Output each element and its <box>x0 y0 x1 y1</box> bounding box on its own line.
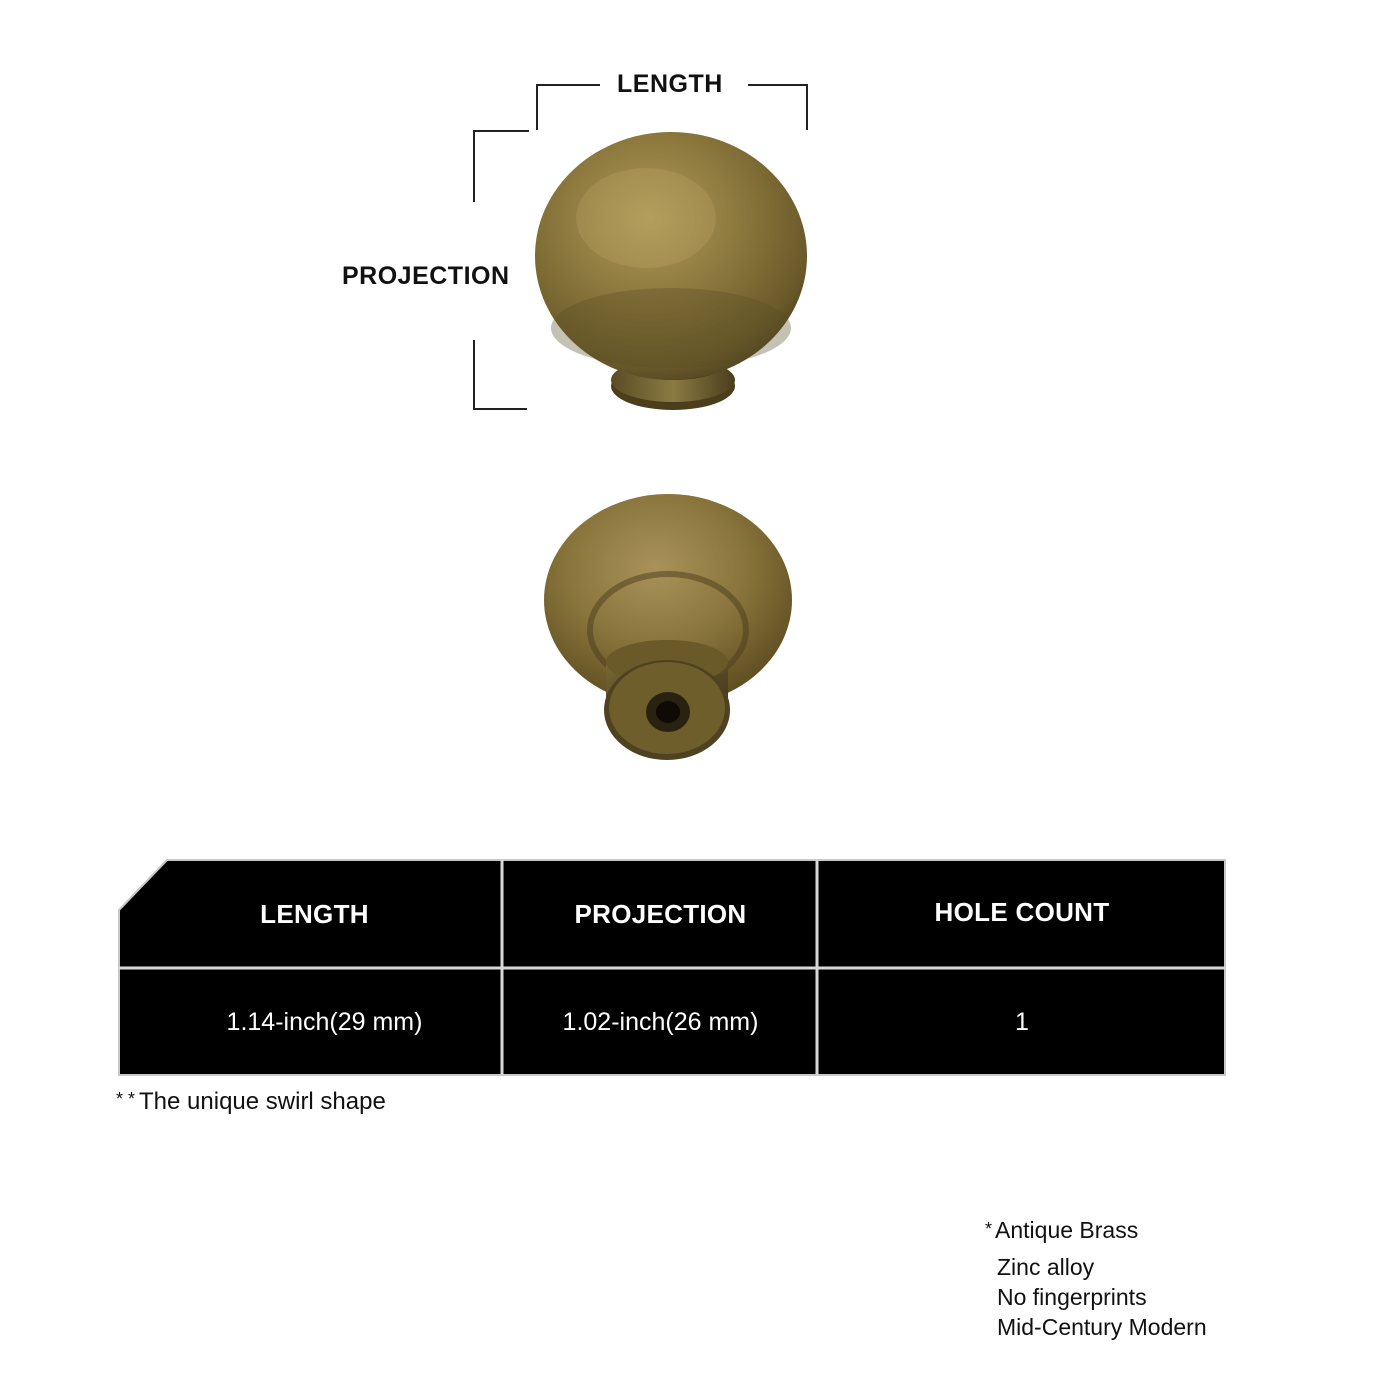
note-text: The unique swirl shape <box>139 1088 386 1115</box>
feature-material: Zinc alloy <box>997 1254 1095 1280</box>
value-length: 1.14-inch(29 mm) <box>226 1008 423 1036</box>
swirl-note <box>116 1088 386 1116</box>
feature-item <box>985 1282 1207 1312</box>
projection-label: PROJECTION <box>342 262 510 290</box>
header-hole-count: HOLE COUNT <box>934 896 1110 927</box>
length-bracket-left <box>536 84 600 130</box>
brass-knob-front-view-icon <box>528 128 818 418</box>
projection-bracket-bottom <box>473 340 527 410</box>
feature-item <box>985 1252 1207 1282</box>
brass-knob-back-view-icon <box>540 490 800 765</box>
length-bracket-right <box>748 84 808 130</box>
projection-bracket-top <box>473 130 529 202</box>
spec-table <box>117 858 1227 1077</box>
length-label: LENGTH <box>617 70 723 98</box>
value-hole-count: 1 <box>1015 1008 1029 1036</box>
feature-finish: Antique Brass <box>995 1217 1139 1243</box>
feature-marker: * <box>985 1219 993 1239</box>
feature-item <box>985 1214 1207 1245</box>
value-projection: 1.02-inch(26 mm) <box>562 1008 759 1036</box>
header-projection: PROJECTION <box>574 898 747 929</box>
note-marker: * * <box>116 1089 136 1109</box>
header-length: LENGTH <box>260 898 369 929</box>
feature-list <box>985 1214 1207 1342</box>
feature-style: Mid-Century Modern <box>997 1314 1207 1340</box>
feature-fingerprints: No fingerprints <box>997 1284 1147 1310</box>
feature-item <box>985 1312 1207 1342</box>
